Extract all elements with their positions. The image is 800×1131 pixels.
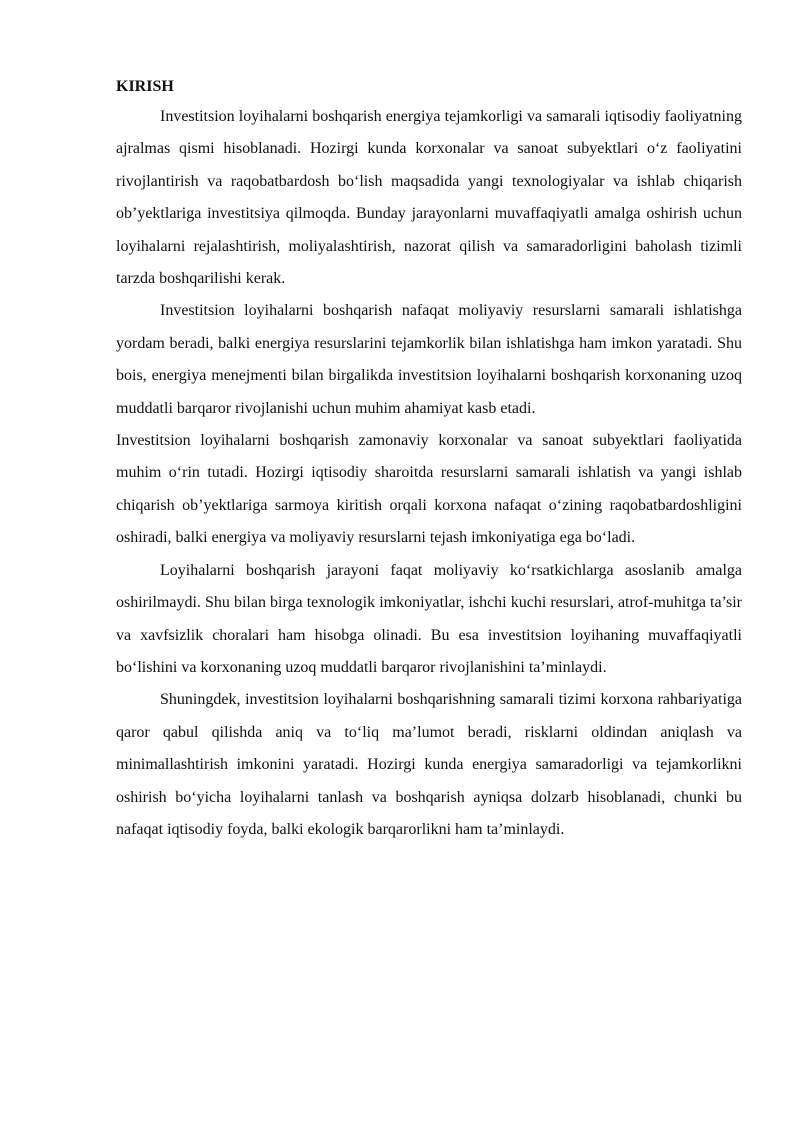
section-heading: KIRISH — [116, 78, 174, 95]
document-body — [116, 73, 742, 846]
paragraph-4: Loyihalarni boshqarish jarayoni faqat moliyaviy ko‘rsatkichlarga asoslanib amalga oshirilmaydi. Shu bilan birga texnologik imkoniyatlar, ishchi kuchi resurslari, atrof-muhitga ta’sir va xavfsizlik choralari ham hisobga olinadi. Bu esa investitsion loyihaning muvaffaqiyatli bo‘lishini va korxonaning uzoq muddatli barqaror rivojlanishini ta’minlaydi. — [116, 561, 742, 676]
paragraph-2: Investitsion loyihalarni boshqarish nafaqat moliyaviy resurslarni samarali ishlatishga yordam beradi, balki energiya resurslarini tejamkorlik bilan ishlatishga ham imkon yaratadi. Shu bois, energiya menejmenti bilan birgalikda investitsion loyihalarni boshqarish korxonaning uzoq muddatli barqaror rivojlanishi uchun muhim ahamiyat kasb etadi. — [116, 302, 742, 417]
paragraph-5: Shuningdek, investitsion loyihalarni boshqarishning samarali tizimi korxona rahbariyatiga qaror qabul qilishda aniq va to‘liq ma’lumot beradi, risklarni oldindan aniqlash va minimallashtirish imkonini yaratadi. Hozirgi kunda energiya samaradorligi va tejamkorlikni oshirish bo‘yicha loyihalarni tanlash va boshqarish ayniqsa dolzarb hisoblanadi, chunki bu nafaqat iqtisodiy foyda, balki ekologik barqarorlikni ham ta’minlaydi. — [116, 691, 742, 838]
paragraph-1: Investitsion loyihalarni boshqarish energiya tejamkorligi va samarali iqtisodiy faoliyatning ajralmas qismi hisoblanadi. Hozirgi kunda korxonalar va sanoat subyektlari o‘z faoliyatini rivojlantirish va raqobatbardosh bo‘lish maqsadida yangi texnologiyalar va ishlab chiqarish ob’yektlariga investitsiya qilmoqda. Bunday jarayonlarni muvaffaqiyatli amalga oshirish uchun loyihalarni rejalashtirish, moliyalashtirish, nazorat qilish va samaradorligini baholash tizimli tarzda boshqarilishi kerak. — [116, 108, 742, 288]
paragraph-3: Investitsion loyihalarni boshqarish zamonaviy korxonalar va sanoat subyektlari faoliyatida muhim o‘rin tutadi. Hozirgi iqtisodiy sharoitda resurslarni samarali ishlatish va yangi ishlab chiqarish ob’yektlariga sarmoya kiritish orqali korxona nafaqat o‘zining raqobatbardoshligini oshiradi, balki energiya va moliyaviy resurslarni tejash imkoniyatiga ega bo‘ladi. — [116, 432, 742, 547]
